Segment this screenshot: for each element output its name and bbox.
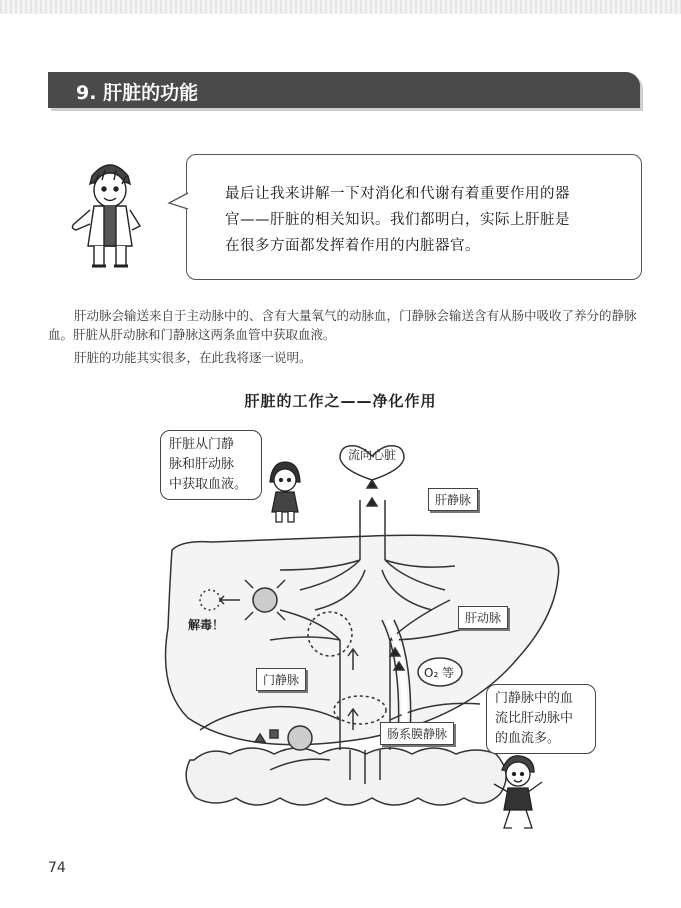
body-paragraph-2: 肝脏的功能其实很多，在此我将逐一说明。 <box>74 350 312 365</box>
hepatic-vein-label: 肝静脉 <box>428 488 478 511</box>
section-title-text: 肝脏的功能 <box>103 82 199 104</box>
right-bubble-line-3: 的血流多。 <box>495 731 561 746</box>
page-number: 74 <box>48 860 66 876</box>
body-paragraph-1: 肝动脉会输送来自于主动脉中的、含有大量氧气的动脉血，门静脉会输送含有从肠中吸收了养分的静脉血。肝脏从肝动脉和门静脉这两条血管中获取血液。 <box>48 308 637 342</box>
right-bubble-line-2: 流比肝动脉中 <box>495 711 574 726</box>
diagram-title: 肝脏的工作之——净化作用 <box>244 392 437 410</box>
intro-line-1: 最后让我来讲解一下对消化和代谢有着重要作用的器 <box>225 186 570 202</box>
doctor-character-icon <box>64 154 156 272</box>
oxygen-label: O₂ 等 <box>424 666 455 680</box>
section-title <box>76 78 198 105</box>
section-number: 9. <box>76 82 97 104</box>
left-speech-bubble <box>160 430 262 500</box>
intro-line-3: 在很多方面都发挥着作用的内脏器官。 <box>225 238 480 254</box>
left-bubble-line-1: 肝脏从门静 <box>169 437 235 452</box>
section-header <box>48 72 640 108</box>
detox-label: 解毒！ <box>188 618 225 632</box>
page-top-edge <box>0 0 681 14</box>
left-bubble-line-2: 脉和肝动脉 <box>169 457 235 472</box>
right-speech-bubble <box>486 684 596 754</box>
girl-character-icon <box>262 460 308 526</box>
hepatic-artery-label: 肝动脉 <box>458 606 508 629</box>
bubble-tail-icon <box>167 191 189 213</box>
left-bubble-line-3: 中获取血液。 <box>169 477 248 492</box>
boy-character-icon <box>488 752 548 834</box>
heart-label: 流向心脏 <box>348 448 397 462</box>
portal-vein-label: 门静脉 <box>256 668 306 691</box>
intestine <box>186 748 506 805</box>
intro-line-2: 官——肝脏的相关知识。我们都明白，实际上肝脏是 <box>225 212 570 228</box>
intro-text <box>225 181 621 259</box>
right-bubble-line-1: 门静脉中的血 <box>495 691 574 706</box>
intro-speech-bubble <box>186 154 642 280</box>
mesenteric-vein-label: 肠系膜静脉 <box>380 722 454 745</box>
